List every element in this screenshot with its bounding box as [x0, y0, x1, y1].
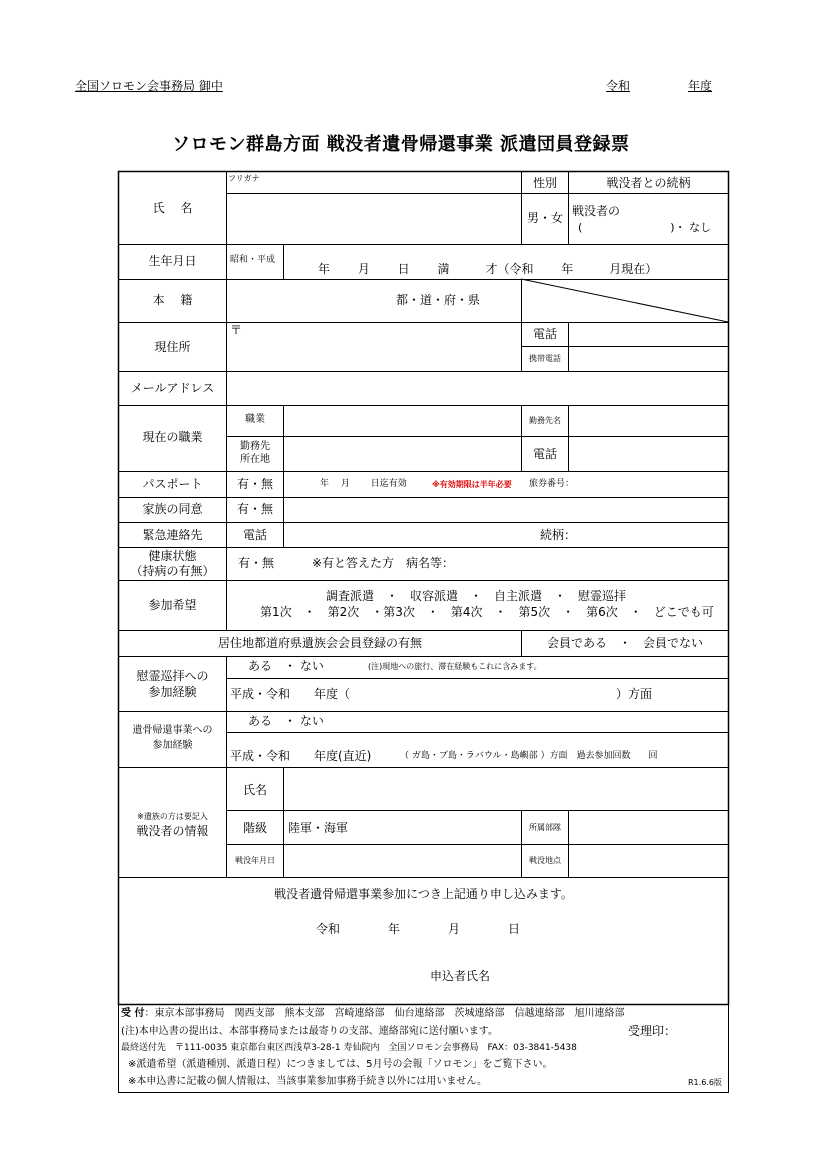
work-phone-label: 電話	[532, 447, 557, 461]
workplace-label-1: 勤務先	[240, 441, 270, 452]
phone-label: 電話	[532, 327, 557, 341]
applicant-label: 申込者氏名	[430, 969, 491, 983]
emergency-label: 緊急連絡先	[142, 528, 203, 542]
ireijunpai-ari-nai[interactable]: ある ・ ない	[248, 659, 324, 673]
relation-label: 戦没者との続柄	[606, 176, 691, 190]
application-text: 戦没者遺骨帰還事業参加につき上記通り申し込みます。	[274, 887, 573, 901]
family-consent-label: 家族の同意	[142, 502, 203, 516]
gender-label: 性別	[532, 176, 557, 190]
footer-note-2: ※派遣希望（派遣種別、派遣日程）につきましては、5月号の会報「ソロモン」をご覧下さい。	[128, 1059, 553, 1070]
relation-input[interactable]: ( )・ なし	[578, 221, 712, 234]
health-label-2: （持病の有無）	[130, 564, 215, 578]
era-label: 令和	[606, 79, 631, 93]
rank-options[interactable]: 陸軍・海軍	[288, 821, 349, 835]
family-consent-yes-no[interactable]: 有・無	[236, 502, 273, 516]
footer-note-1: (注)本申込書の提出は、本部事務局または最寄りの支部、連絡部宛に送付願います。	[121, 1026, 499, 1037]
birth-date-line[interactable]: 年 月 日 満 才（令和 年 月現在）	[318, 262, 658, 276]
prefecture-options[interactable]: 都・道・府・県	[396, 293, 481, 307]
death-date-label: 戦没年月日	[235, 856, 275, 865]
health-label-1: 健康状態	[148, 549, 197, 563]
version-label: R1.6.6版	[688, 1078, 722, 1087]
reception-line	[121, 1009, 624, 1019]
job-label: 現在の職業	[142, 430, 203, 444]
ikotsu-ari-nai[interactable]: ある ・ ない	[248, 714, 324, 728]
gender-options[interactable]: 男・女	[526, 211, 563, 225]
mobile-label: 携帯電話	[529, 354, 561, 363]
application-date[interactable]: 令和 年 月 日	[316, 922, 521, 936]
ireijunpai-period[interactable]: 平成・令和 年度（	[230, 687, 351, 701]
fiscal-year-line	[606, 80, 726, 92]
relation-prefix: 戦没者の	[572, 204, 621, 218]
postal-mark: 〒	[230, 323, 243, 337]
health-yes-no[interactable]: 有・無	[238, 556, 275, 570]
ireijunpai-note: (注)現地への旅行、滞在経験もこれに含みます。	[368, 662, 542, 671]
fallen-info-label: 戦没者の情報	[136, 824, 209, 838]
occupation-label: 職業	[245, 414, 265, 425]
reception-label: 受 付	[121, 1008, 145, 1019]
participation-types[interactable]: 調査派遣 ・ 収容派遣 ・ 自主派遣 ・ 慰霊巡拝	[326, 589, 627, 603]
bereaved-note: ※遺族の方は要記入	[137, 812, 208, 821]
email-field[interactable]	[228, 373, 726, 403]
footer-note-3: ※本申込書に記載の個人情報は、当該事業参加事務手続き以外には用いません。	[128, 1076, 487, 1087]
participation-rounds[interactable]: 第1次 ・ 第2次 ・第3次 ・ 第4次 ・ 第5次 ・ 第6次 ・ どこでも可	[260, 605, 714, 619]
membership-options[interactable]: 会員である ・ 会員でない	[546, 636, 703, 650]
participation-label: 参加希望	[148, 598, 197, 612]
birth-era-options[interactable]: 昭和・平成	[230, 255, 276, 265]
birth-label: 生年月日	[148, 254, 197, 268]
passport-note: ※有効期限は半年必要	[432, 480, 512, 489]
receipt-stamp: 受理印：	[628, 1024, 677, 1038]
passport-label: パスポート	[142, 477, 203, 491]
unit-label: 所属部隊	[529, 823, 561, 832]
emergency-relation-label: 続柄：	[540, 528, 577, 542]
rank-label: 階級	[242, 821, 267, 835]
ireijunpai-label-1: 慰霊巡拝への	[136, 669, 209, 683]
ikotsu-places[interactable]: （ ガ島・ブ島・ラバウル・島嶼部 ）方面 過去参加回数 回	[400, 751, 658, 761]
membership-label: 居住地都道府県遺族会会員登録の有無	[217, 636, 422, 650]
health-note: ※有と答えた方 病名等：	[312, 556, 455, 570]
page-title: ソロモン群島方面 戦没者遺骨帰還事業 派遣団員登録票	[172, 134, 630, 155]
passport-valid: 年 月 日迄有効	[320, 479, 407, 489]
addressee: 全国ソロモン会事務局 御中	[75, 79, 223, 93]
reception-offices: ：東京本部事務局 関西支部 熊本支部 宮崎連絡部 仙台連絡部 茨城連絡部 信越連絡部 旭川連絡部	[144, 1008, 625, 1019]
address-label: 現住所	[154, 340, 191, 354]
ikotsu-label-1: 遺骨帰還事業への	[132, 725, 213, 736]
passport-number-label: 旅券番号：	[529, 479, 575, 489]
name-label: 氏 名	[152, 201, 193, 215]
honseki-label: 本 籍	[152, 293, 193, 307]
ikotsu-label-2: 参加経験	[152, 740, 193, 751]
name-field[interactable]	[228, 196, 518, 242]
year-suffix: 年度	[688, 79, 713, 93]
employer-label: 勤務先名	[529, 416, 561, 425]
fallen-name-label: 氏名	[242, 783, 267, 797]
death-place-label: 戦没地点	[529, 856, 561, 865]
emergency-phone-label: 電話	[242, 528, 267, 542]
ikotsu-period[interactable]: 平成・令和 年度(直近)	[230, 749, 372, 763]
workplace-label-2: 所在地	[240, 454, 270, 465]
email-label: メールアドレス	[130, 381, 215, 395]
final-address: 最終送付先 〒111-0035 東京都台東区西浅草3-28-1 寿仙院内 全国ソロモン会事務局 FAX：03-3841-5438	[121, 1043, 577, 1053]
ireijunpai-label-2: 参加経験	[148, 685, 197, 699]
passport-yes-no[interactable]: 有・無	[236, 477, 273, 491]
ireijunpai-direction: ）方面	[616, 687, 653, 701]
furigana-label: フリガナ	[228, 174, 260, 183]
